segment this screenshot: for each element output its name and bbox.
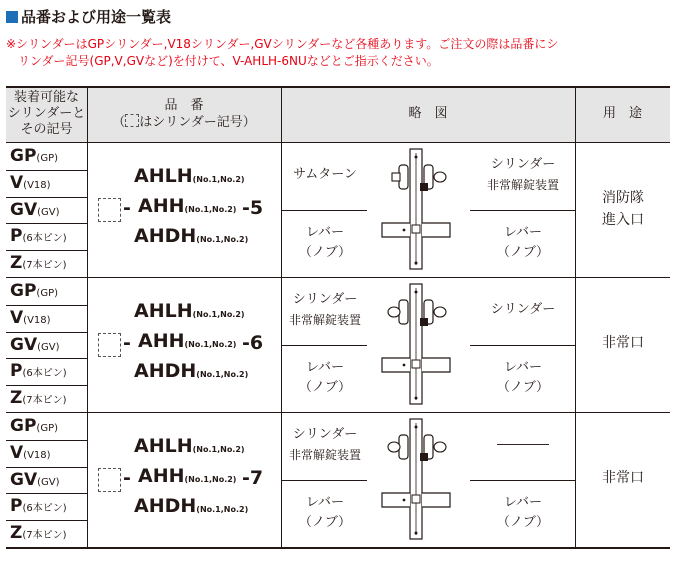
cylinder-item (10, 360, 67, 386)
header-cylinder (6, 86, 87, 142)
lever-pin (403, 364, 406, 367)
inner-bot-l2: （ノブ） (496, 245, 550, 260)
model-name (134, 435, 245, 461)
model-name (134, 165, 245, 191)
inner-top-label (472, 155, 574, 195)
cylinder-code: P (10, 226, 23, 247)
outer-top-l1: シリンダー (292, 427, 358, 442)
cylinder-symbol: (7本ピン) (22, 260, 67, 272)
lever-pin (403, 499, 406, 502)
inner-bot-l2: （ノブ） (496, 380, 550, 395)
key-cylinder-icon (434, 172, 446, 182)
outer-lever-icon (382, 493, 410, 507)
cylinder-symbol: (V18) (23, 449, 51, 461)
outer-bot-l2: （ノブ） (298, 245, 352, 260)
model-name-text: AHDH (134, 495, 197, 517)
outer-top-l1: シリンダー (292, 292, 358, 307)
outer-lever-icon (382, 223, 410, 237)
outer-bottom-label (282, 358, 368, 398)
inner-top-l1: シリンダー (490, 302, 556, 317)
model-name-text: AHH (138, 465, 185, 487)
inner-top-l2: 非常解錠装置 (486, 178, 559, 192)
lock-diagram (370, 147, 470, 273)
cylinder-divider (6, 440, 87, 441)
model-name-text: AHLH (134, 435, 193, 457)
use-l1: 消防隊 (602, 190, 644, 206)
cylinder-item (10, 280, 58, 306)
key-cylinder-icon (434, 307, 446, 317)
model-note: (No.1,No.2) (192, 175, 245, 184)
header-model-l2 (112, 114, 256, 131)
cylinder-symbol: (V18) (23, 179, 51, 191)
model-dash: - (123, 467, 131, 489)
cylinder-code: P (10, 361, 23, 382)
header-cylinder-l2: シリンダーと (7, 106, 86, 121)
use-l1: 非常口 (602, 470, 644, 486)
outer-divider (281, 345, 367, 346)
cylinder-placeholder-box (98, 468, 121, 492)
outer-divider (281, 210, 367, 211)
lock-diagram (370, 417, 470, 543)
outer-top-label (282, 425, 368, 465)
cylinder-item (10, 522, 67, 548)
model-name-text: AHDH (134, 225, 197, 247)
inner-bottom-label (472, 493, 574, 533)
cylinder-divider (6, 467, 87, 468)
order-note (6, 36, 558, 70)
cylinder-code: GP (10, 416, 37, 436)
outer-bot-l1: レバー (305, 360, 345, 375)
model-name (138, 330, 236, 356)
model-note: (No.1,No.2) (184, 475, 237, 484)
cylinder-item (10, 252, 67, 278)
cylinder-item (10, 172, 51, 198)
cylinder-code: GV (10, 469, 38, 490)
cylinder-divider (6, 305, 87, 306)
group-row (6, 278, 670, 412)
cylinder-item (10, 225, 67, 251)
outer-top-label (282, 290, 368, 330)
cylinder-symbol: (GP) (36, 288, 59, 299)
cylinder-item (10, 145, 58, 171)
cylinder-code: GP (10, 281, 37, 301)
cylinder-block-icon (420, 183, 428, 191)
cylinder-symbol: (GP) (36, 153, 59, 164)
outer-bot-l1: レバー (305, 495, 345, 510)
cylinder-divider (6, 332, 87, 333)
inner-bot-l1: レバー (503, 495, 543, 510)
inner-top-l1: シリンダー (490, 157, 556, 172)
model-name-text: AHLH (134, 300, 193, 322)
model-suffix: -5 (242, 197, 264, 219)
use-label (576, 187, 670, 231)
diagram-wrap (370, 147, 470, 273)
cylinder-block-icon (420, 318, 428, 326)
inner-divider (470, 345, 575, 346)
model-name (134, 495, 248, 521)
cylinder-code: GV (10, 334, 38, 355)
cylinder-divider (6, 520, 87, 521)
header-diagram: 略 図 (408, 106, 448, 121)
outer-top-label (282, 165, 368, 185)
header-model-paren: （ (112, 114, 126, 130)
outer-top-l1: サムターン (292, 167, 358, 182)
header-use: 用 途 (602, 106, 642, 121)
header-model-desc: はシリンダー記号） (139, 114, 256, 130)
cylinder-divider (6, 170, 87, 171)
title-text: 品番および用途一覧表 (21, 8, 172, 26)
inner-lever-icon (422, 223, 450, 237)
lock-diagram (370, 282, 470, 408)
model-suffix: -7 (242, 467, 264, 489)
model-note: (No.1,No.2) (184, 205, 237, 214)
model-name-text: AHDH (134, 360, 197, 382)
inner-bottom-label (472, 358, 574, 398)
model-dash: - (123, 197, 131, 219)
outer-cylinder-icon (388, 442, 400, 452)
use-l2: 進入口 (602, 212, 644, 228)
cylinder-symbol: (V18) (23, 314, 51, 326)
lever-pin (403, 229, 406, 232)
cylinder-symbol: (GP) (36, 423, 59, 434)
model-note: (No.1,No.2) (196, 235, 249, 244)
use-label (576, 467, 670, 489)
diagram-wrap (370, 417, 470, 543)
inner-lever-icon (422, 358, 450, 372)
cylinder-item (10, 469, 60, 495)
cylinder-item (10, 307, 51, 333)
cylinder-code: V (10, 172, 24, 193)
model-name (138, 465, 236, 491)
outer-divider (281, 480, 367, 481)
cylinder-code: V (10, 307, 24, 328)
outer-bot-l2: （ノブ） (298, 380, 352, 395)
placeholder-box-icon (125, 114, 139, 127)
inner-divider (470, 480, 575, 481)
cylinder-symbol: (6本ピン) (22, 368, 67, 380)
model-dash: - (123, 332, 131, 354)
cylinder-divider (6, 358, 87, 359)
cylinder-item (10, 387, 67, 413)
model-note: (No.1,No.2) (196, 505, 249, 514)
outer-bottom-label (282, 223, 368, 263)
inner-lever-icon (422, 493, 450, 507)
cylinder-symbol: (GV) (37, 341, 60, 353)
cylinder-code: GV (10, 199, 38, 220)
cylinder-divider (6, 223, 87, 224)
screw-top (415, 291, 418, 294)
cylinder-symbol: (7本ピン) (22, 530, 67, 542)
outer-bot-l2: （ノブ） (298, 515, 352, 530)
cylinder-symbol: (6本ピン) (22, 503, 67, 515)
cylinder-divider (6, 197, 87, 198)
cylinder-symbol: (6本ピン) (22, 233, 67, 245)
model-note: (No.1,No.2) (192, 445, 245, 454)
header-model (87, 86, 281, 142)
inner-bot-l1: レバー (503, 360, 543, 375)
header-model-l1: 品 番 (164, 97, 204, 113)
cylinder-placeholder-box (98, 198, 121, 222)
page-title (6, 6, 171, 27)
cylinder-symbol: (GV) (37, 206, 60, 218)
screw-bottom (415, 532, 418, 535)
outer-top-l2: 非常解錠装置 (288, 448, 361, 462)
inner-top-l1: ―――― (497, 437, 549, 452)
cylinder-block-icon (420, 453, 428, 461)
cylinder-item (10, 495, 67, 521)
model-note: (No.1,No.2) (196, 370, 249, 379)
screw-bottom (415, 262, 418, 265)
model-name (138, 195, 236, 221)
outer-cylinder-icon (388, 307, 400, 317)
model-note: (No.1,No.2) (184, 340, 237, 349)
screw-bottom (415, 397, 418, 400)
inner-top-label (472, 435, 574, 455)
outer-top-l2: 非常解錠装置 (288, 313, 361, 327)
inner-top-label (472, 300, 574, 320)
model-name (134, 225, 248, 251)
inner-bot-l2: （ノブ） (496, 515, 550, 530)
model-name-text: AHLH (134, 165, 193, 187)
cylinder-divider (6, 493, 87, 494)
model-name (134, 300, 245, 326)
use-label (576, 332, 670, 354)
cylinder-symbol: (7本ピン) (22, 395, 67, 407)
square-bullet-icon (6, 11, 18, 23)
note-line-2: リンダー記号(GP,V,GVなど)を付けて、V-AHLH-6NUなどとご指示ください。 (18, 54, 439, 68)
screw-top (415, 156, 418, 159)
cylinder-code: Z (10, 388, 23, 409)
model-name (134, 360, 248, 386)
outer-bot-l1: レバー (305, 225, 345, 240)
diagram-wrap (370, 282, 470, 408)
cylinder-code: GP (10, 146, 37, 166)
inner-divider (470, 210, 575, 211)
cylinder-item (10, 415, 58, 441)
cylinder-divider (6, 250, 87, 251)
header-cylinder-l1: 装着可能な (13, 90, 79, 105)
inner-bot-l1: レバー (503, 225, 543, 240)
model-note: (No.1,No.2) (192, 310, 245, 319)
inner-bottom-label (472, 223, 574, 263)
cylinder-divider (6, 385, 87, 386)
group-row (6, 413, 670, 547)
header-cylinder-l3: その記号 (20, 122, 73, 137)
cylinder-code: Z (10, 253, 23, 274)
thumbturn-icon (392, 173, 400, 181)
cylinder-item (10, 334, 60, 360)
latch-icon (412, 495, 420, 503)
latch-icon (412, 225, 420, 233)
outer-lever-icon (382, 358, 410, 372)
key-cylinder-icon (434, 442, 446, 452)
outer-bottom-label (282, 493, 368, 533)
cylinder-code: Z (10, 523, 23, 544)
cylinder-item (10, 442, 51, 468)
product-table (6, 86, 670, 548)
cylinder-placeholder-box (98, 333, 121, 357)
group-row (6, 143, 670, 277)
cylinder-symbol: (GV) (37, 476, 60, 488)
cylinder-item (10, 199, 60, 225)
cylinder-code: V (10, 442, 24, 463)
cylinder-code: P (10, 496, 23, 517)
latch-icon (412, 360, 420, 368)
model-name-text: AHH (138, 195, 185, 217)
model-name-text: AHH (138, 330, 185, 352)
screw-top (415, 426, 418, 429)
model-suffix: -6 (242, 332, 264, 354)
use-l1: 非常口 (602, 335, 644, 351)
note-line-1: ※シリンダーはGPシリンダー,V18シリンダー,GVシリンダーなど各種あります。ご注文の際は品番にシ (6, 37, 559, 51)
